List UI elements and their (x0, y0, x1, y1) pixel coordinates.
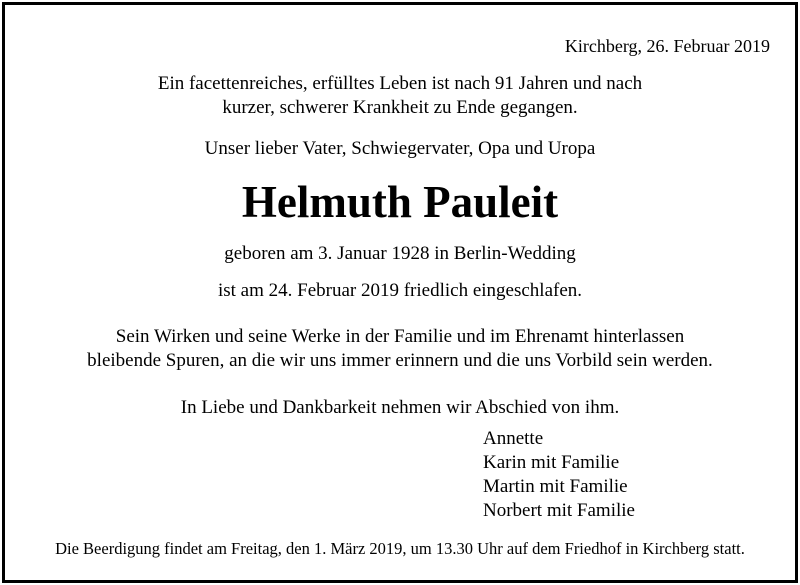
farewell-line: In Liebe und Dankbarkeit nehmen wir Abschied von ihm. (180, 397, 620, 418)
signature-annette: Annette (483, 428, 544, 449)
place-date: Kirchberg, 26. Februar 2019 (564, 36, 770, 56)
deceased-name: Helmuth Pauleit (241, 177, 559, 227)
signature-list (483, 427, 635, 523)
birth-line: geboren am 3. Januar 1928 in Berlin-Wedding (224, 243, 576, 264)
intro-line-1: Ein facettenreiches, erfülltes Leben ist nach 91 Jahren und nach (157, 73, 643, 94)
signature-karin: Karin mit Familie (483, 452, 620, 473)
signature-norbert: Norbert mit Familie (483, 500, 635, 521)
signature-martin: Martin mit Familie (483, 476, 628, 497)
relation-line: Unser lieber Vater, Schwiegervater, Opa und Uropa (204, 138, 596, 159)
legacy-line-1: Sein Wirken und seine Werke in der Familie und im Ehrenamt hinterlassen (115, 326, 685, 347)
legacy-line-2: bleibende Spuren, an die wir uns immer erinnern und die uns Vorbild sein werden. (87, 350, 713, 371)
death-line: ist am 24. Februar 2019 friedlich eingeschlafen. (217, 280, 583, 301)
intro-line-2: kurzer, schwerer Krankheit zu Ende gegangen. (222, 97, 578, 118)
funeral-info: Die Beerdigung findet am Freitag, den 1. März 2019, um 13.30 Uhr auf dem Friedhof in Kirchberg statt. (55, 539, 745, 558)
obituary-notice (2, 2, 798, 583)
